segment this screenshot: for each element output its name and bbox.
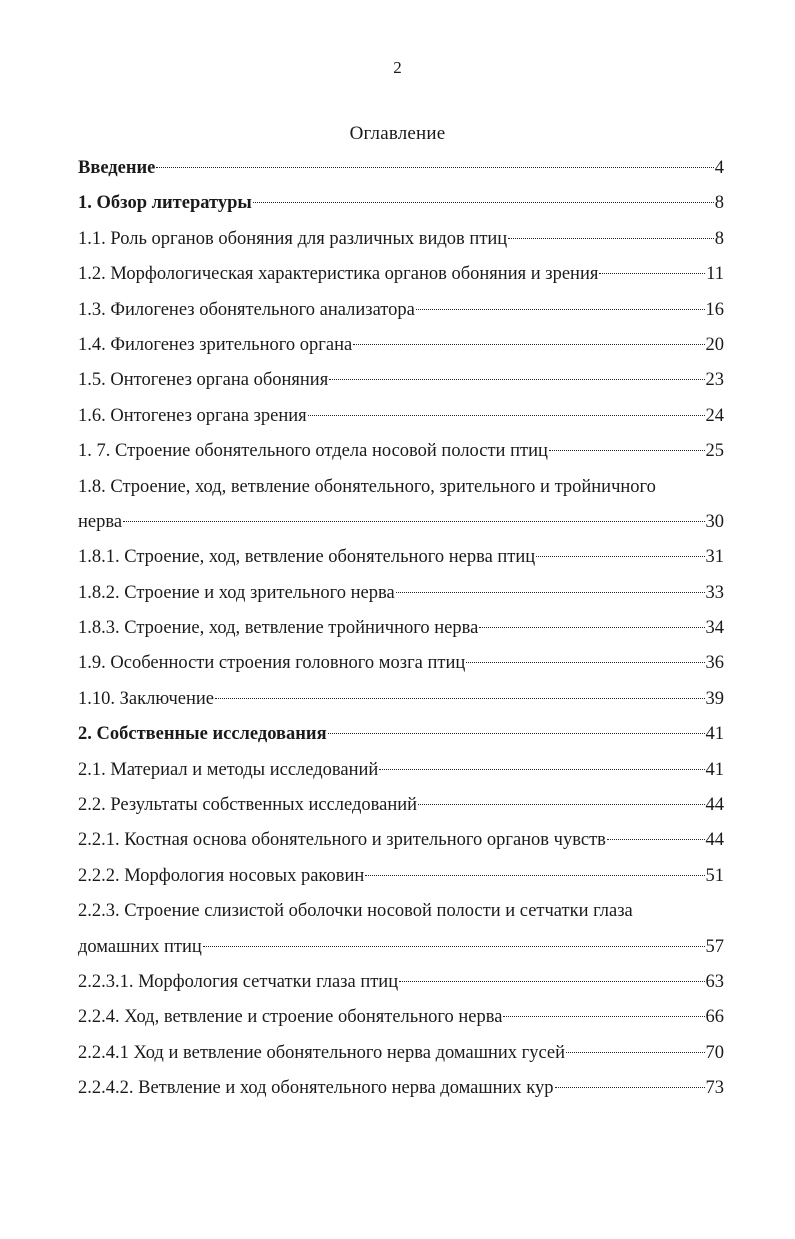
table-of-contents [78,151,724,1107]
toc-entry-page: 63 [705,971,724,992]
toc-entry-label: 1.9. Особенности строения головного мозга птиц [78,653,466,674]
dot-leader [416,309,705,310]
dot-leader [399,981,704,982]
toc-entry-page: 34 [705,618,724,639]
dot-leader [599,273,705,274]
dot-leader [536,556,704,557]
toc-entry-label: 2.2. Результаты собственных исследований [78,795,418,816]
toc-entry-continuation[interactable] [78,930,724,965]
toc-entry-page: 31 [705,547,724,568]
dot-leader [549,450,705,451]
toc-entry-continuation[interactable] [78,505,724,540]
toc-entry[interactable] [78,823,724,858]
toc-entry-page: 66 [705,1007,724,1028]
toc-entry-label: 2.2.4. Ход, ветвление и строение обонятельного нерва [78,1007,503,1028]
toc-entry[interactable] [78,611,724,646]
toc-entry-label: 1.5. Онтогенез органа обоняния [78,370,329,391]
toc-entry[interactable] [78,293,724,328]
toc-entry[interactable] [78,151,724,186]
toc-entry[interactable] [78,682,724,717]
dot-leader [566,1052,704,1053]
toc-entry-page: 33 [705,582,724,603]
dot-leader [156,167,713,168]
toc-entry-page: 70 [705,1042,724,1063]
toc-title: Оглавление [349,123,446,144]
dot-leader [308,415,705,416]
toc-entry-page: 51 [705,865,724,886]
toc-entry[interactable] [78,1000,724,1035]
toc-entry[interactable] [78,859,724,894]
toc-entry[interactable] [78,399,724,434]
toc-entry-page: 44 [705,795,724,816]
toc-entry-label: Введение [78,158,156,178]
dot-leader [503,1016,704,1017]
toc-entry-page: 44 [705,830,724,851]
toc-entry-page: 8 [714,193,724,214]
toc-entry-label: 2.1. Материал и методы исследований [78,759,379,780]
toc-entry-page: 25 [705,441,724,462]
toc-entry[interactable] [78,717,724,752]
dot-leader [418,804,704,805]
toc-entry-label: 1.3. Филогенез обонятельного анализатора [78,299,415,320]
toc-entry[interactable] [78,186,724,221]
toc-entry-page: 57 [705,936,724,957]
toc-entry-page: 24 [705,405,724,426]
toc-entry-page: 11 [706,264,724,285]
toc-entry[interactable] [78,470,724,505]
toc-entry-page: 20 [705,334,724,355]
toc-entry[interactable] [78,222,724,257]
toc-entry-page: 39 [705,688,724,709]
toc-entry-label: 1.8. Строение, ход, ветвление обонятельного, зрительного и тройничного [78,476,656,497]
toc-entry[interactable] [78,434,724,469]
toc-entry-page: 16 [705,299,724,320]
toc-entry[interactable] [78,894,724,929]
toc-entry-label: 2.2.4.1 Ход и ветвление обонятельного нерва домашних гусей [78,1042,566,1063]
dot-leader [365,875,704,876]
toc-entry-label: 2.2.3.1. Морфология сетчатки глаза птиц [78,971,399,992]
toc-entry-label: 2.2.4.2. Ветвление и ход обонятельного нерва домашних кур [78,1078,554,1099]
toc-entry-label: 2.2.2. Морфология носовых раковин [78,865,365,886]
toc-entry-label: 1. 7. Строение обонятельного отдела носовой полости птиц [78,441,548,462]
toc-entry-label: 1.2. Морфологическая характеристика органов обоняния и зрения [78,264,599,285]
toc-entry-page: 41 [705,759,724,780]
dot-leader [379,769,704,770]
toc-entry-label: 2.2.3. Строение слизистой оболочки носовой полости и сетчатки глаза [78,901,633,922]
toc-entry-label: 1.10. Заключение [78,688,214,709]
toc-entry-page: 23 [705,370,724,391]
dot-leader [353,344,704,345]
toc-entry[interactable] [78,1036,724,1071]
toc-entry-label: 1. Обзор литературы [78,193,252,214]
toc-entry[interactable] [78,576,724,611]
toc-entry-page: 8 [714,228,724,249]
toc-entry[interactable] [78,753,724,788]
toc-entry[interactable] [78,788,724,823]
dot-leader [123,521,704,522]
toc-entry-page: 36 [705,653,724,674]
dot-leader [466,662,704,663]
toc-entry-label: 1.1. Роль органов обоняния для различных видов птиц [78,228,508,249]
toc-entry-label: 1.8.3. Строение, ход, ветвление тройничного нерва [78,618,479,639]
dot-leader [607,839,705,840]
toc-entry-label-continuation: домашних птиц [78,936,202,957]
toc-entry-label: 1.8.2. Строение и ход зрительного нерва [78,582,395,603]
toc-entry[interactable] [78,540,724,575]
toc-entry-page: 30 [705,511,724,532]
toc-entry-label-continuation: нерва [78,511,123,532]
dot-leader [555,1087,705,1088]
toc-entry[interactable] [78,646,724,681]
toc-entry-page: 41 [705,724,724,745]
toc-entry[interactable] [78,1071,724,1106]
dot-leader [396,592,705,593]
toc-entry-page: 4 [714,158,724,178]
toc-entry[interactable] [78,257,724,292]
dot-leader [328,733,705,734]
dot-leader [253,202,714,203]
toc-entry-label: 1.6. Онтогенез органа зрения [78,405,307,426]
toc-entry-label: 2.2.1. Костная основа обонятельного и зрительного органов чувств [78,830,606,851]
page-number: 2 [393,58,402,77]
toc-entry[interactable] [78,363,724,398]
dot-leader [215,698,705,699]
toc-entry-page: 73 [705,1078,724,1099]
toc-entry-label: 1.4. Филогенез зрительного органа [78,334,353,355]
dot-leader [479,627,704,628]
toc-entry-label: 2. Собственные исследования [78,724,327,745]
dot-leader [203,946,705,947]
toc-entry-label: 1.8.1. Строение, ход, ветвление обонятельного нерва птиц [78,547,536,568]
toc-entry[interactable] [78,965,724,1000]
dot-leader [508,238,714,239]
toc-entry[interactable] [78,328,724,363]
dot-leader [329,379,704,380]
